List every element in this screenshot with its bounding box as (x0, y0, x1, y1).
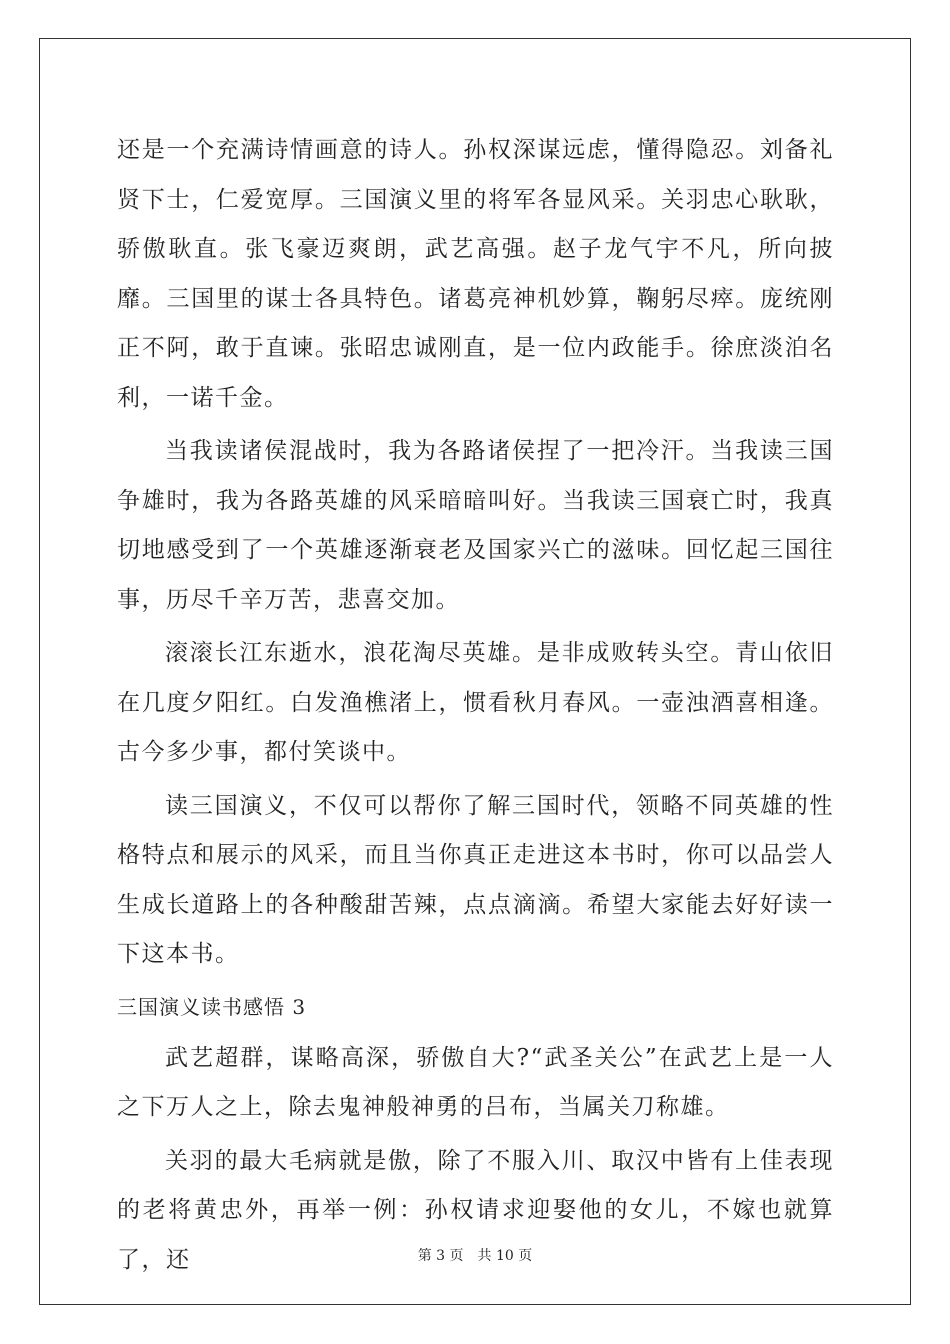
paragraph: 读三国演义，不仅可以帮你了解三国时代，领略不同英雄的性格特点和展示的风采，而且当你真正走进这本书时，你可以品尝人生成长道路上的各种酸甜苦辣，点点滴滴。希望大家能去好好读一下这本书。 (117, 792, 834, 967)
paragraph-continuation: 还是一个充满诗情画意的诗人。孙权深谋远虑，懂得隐忍。刘备礼贤下士，仁爱宽厚。三国演义里的将军各显风采。关羽忠心耿耿，骄傲耿直。张飞豪迈爽朗，武艺高强。赵子龙气宇不凡，所向披靡。三国里的谋士各具特色。诸葛亮神机妙算，鞠躬尽瘁。庞统刚正不阿，敢于直谏。张昭忠诚刚直，是一位内政能手。徐庶淡泊名利，一诺千金。 (117, 137, 834, 411)
page-footer (0, 1245, 950, 1265)
paragraph: 关羽的最大毛病就是傲，除了不服入川、取汉中皆有上佳表现的老将黄忠外，再举一例：孙权请求迎娶他的女儿，不嫁也就算了，还 (117, 1147, 834, 1273)
paragraph: 滚滚长江东逝水，浪花淘尽英雄。是非成败转头空。青山依旧在几度夕阳红。白发渔樵渚上，惯看秋月春风。一壶浊酒喜相逢。古今多少事，都付笑谈中。 (117, 640, 834, 765)
document-body (117, 126, 834, 1289)
section-heading: 三国演义读书感悟 3 (117, 994, 307, 1019)
paragraph: 当我读诸侯混战时，我为各路诸侯捏了一把冷汗。当我读三国争雄时，我为各路英雄的风采暗暗叫好。当我读三国衰亡时，我真切地感受到了一个英雄逐渐衰老及国家兴亡的滋味。回忆起三国往事，历尽千辛万苦，悲喜交加。 (117, 438, 834, 613)
paragraph: 武艺超群，谋略高深，骄傲自大?“武圣关公”在武艺上是一人之下万人之上，除去鬼神般神勇的吕布，当属关刀称雄。 (117, 1044, 834, 1120)
page-number: 第 3 页 (417, 1248, 464, 1264)
page-total: 共 10 页 (477, 1248, 533, 1264)
